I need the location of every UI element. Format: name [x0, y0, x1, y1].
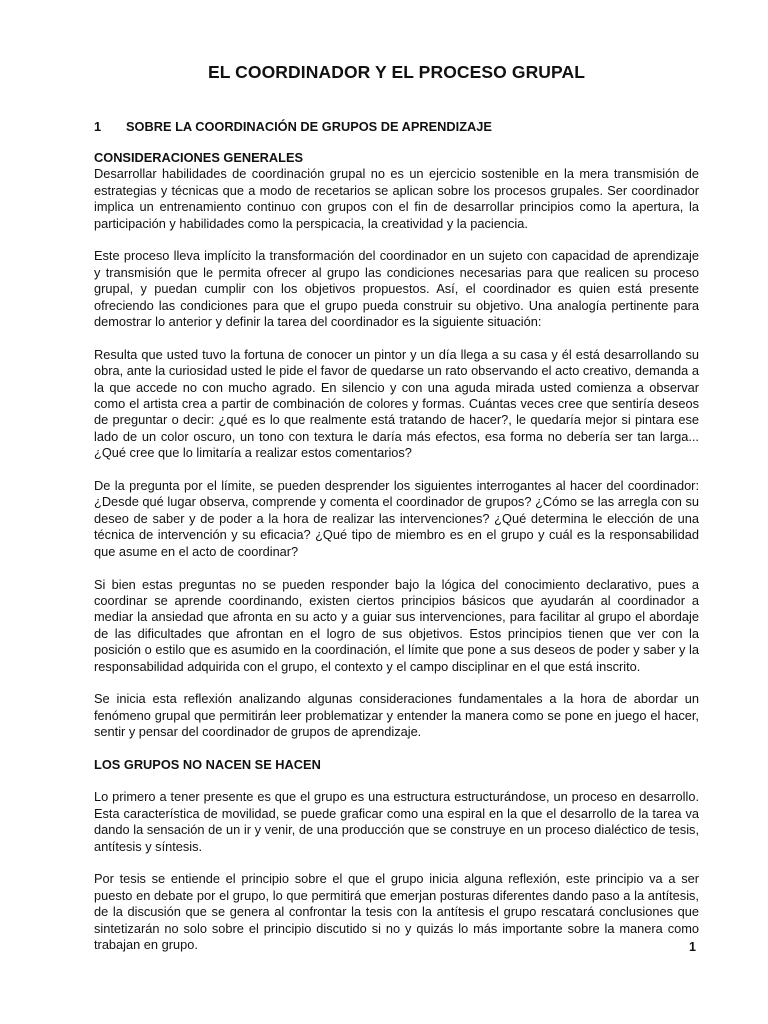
paragraph: Este proceso lleva implícito la transformación del coordinador en un sujeto con capacidad de aprendizaje y transmisión que le permita ofrecer al grupo las condiciones necesarias para que realicen su proceso grupal, y puedan cumplir con los objetivos propuestos. Así, el coordinador es quien está presente ofreciendo las condiciones para que el grupo pueda construir su objetivo. Una analogía pertinente para demostrar lo anterior y definir la tarea del coordinador es la siguiente situación: — [94, 248, 699, 330]
section-title: SOBRE LA COORDINACIÓN DE GRUPOS DE APRENDIZAJE — [126, 119, 492, 134]
subheading-consideraciones: CONSIDERACIONES GENERALES — [94, 150, 304, 165]
paragraph: Por tesis se entiende el principio sobre el que el grupo inicia alguna reflexión, este principio va a ser puesto en debate por el grupo, lo que permitirá que emerjan posturas diferentes dando paso a la antítesis, de la discusión que se genera al confrontar la tesis con la antítesis el grupo rescatará conclusiones que sintetizarán no solo sobre el principio discutido si no y quizás lo más importante sobre la manera como trabajan en grupo. — [94, 871, 699, 952]
paragraph: Si bien estas preguntas no se pueden responder bajo la lógica del conocimiento declarativo, pues a coordinar se aprende coordinando, existen ciertos principios básicos que ayudarán al coordinador a mediar la ansiedad que afronta en su acto y a guiar sus intervenciones, para facilitar al grupo el abordaje de las dificultades que afrontan en el logro de sus objetivos. Estos principios tienen que ver con la posición o estilo que es asumido en la coordinación, el límite que pone a sus deseos de poder y saber y la responsabilidad adquirida con el grupo, el contexto y el campo disciplinar en el que está inscrito. — [94, 576, 699, 674]
paragraph: Se inicia esta reflexión analizando algunas consideraciones fundamentales a la hora de abordar un fenómeno grupal que permitirán leer problematizar y entender la manera como se pone en juego el hacer, sentir y pensar del coordinador de grupos de aprendizaje. — [94, 691, 699, 740]
paragraph: Lo primero a tener presente es que el grupo es una estructura estructurándose, un proceso en desarrollo. Esta característica de movilidad, se puede graficar como una espiral en la que el desarrollo de la tarea va dando la sensación de un ir y venir, de una producción que se construye en un proceso dialéctico de tesis, antítesis y síntesis. — [94, 789, 699, 854]
section-heading — [94, 119, 699, 134]
paragraph: De la pregunta por el límite, se pueden desprender los siguientes interrogantes al hacer del coordinador: ¿Desde qué lugar observa, comprende y comenta el coordinador de grupos? ¿Cómo se las arregla con su deseo de saber y de poder a la hora de realizar las intervenciones? ¿Qué determina le elección de una técnica de intervención y su eficacia? ¿Qué tipo de miembro es en el grupo y cuál es la responsabilidad que asume en el acto de coordinar? — [94, 478, 699, 559]
subheading-grupos: LOS GRUPOS NO NACEN SE HACEN — [94, 756, 321, 772]
paragraph: Desarrollar habilidades de coordinación grupal no es un ejercicio sostenible en la mera transmisión de estrategias y técnicas que a modo de recetarios se aplican sobre los procesos grupales. Ser coordinador implica un entrenamiento continuo con grupos con el fin de desarrollar principios como la apertura, la participación y habilidades como la perspicacia, la creatividad y la paciencia. — [94, 166, 699, 231]
document-title: EL COORDINADOR Y EL PROCESO GRUPAL — [207, 62, 586, 82]
page-number: 1 — [689, 940, 696, 954]
section-number: 1 — [94, 119, 102, 134]
paragraph: Resulta que usted tuvo la fortuna de conocer un pintor y un día llega a su casa y él está desarrollando su obra, ante la curiosidad usted le pide el favor de quedarse un rato observando el acto creativo, demanda a la que accede no con mucho agrado. En silencio y con una aguda mirada usted comienza a observar como el artista crea a partir de combinación de colores y formas. Cuántas veces cree que sentiría deseos de preguntar o decir: ¿qué es lo que realmente está tratando de hacer?, le quedaría mejor si pintara ese lado de un color oscuro, un tono con textura le daría más efectos, esa forma no debería ser tan larga... ¿Qué cree que lo limitaría a realizar estos comentarios? — [94, 346, 699, 461]
